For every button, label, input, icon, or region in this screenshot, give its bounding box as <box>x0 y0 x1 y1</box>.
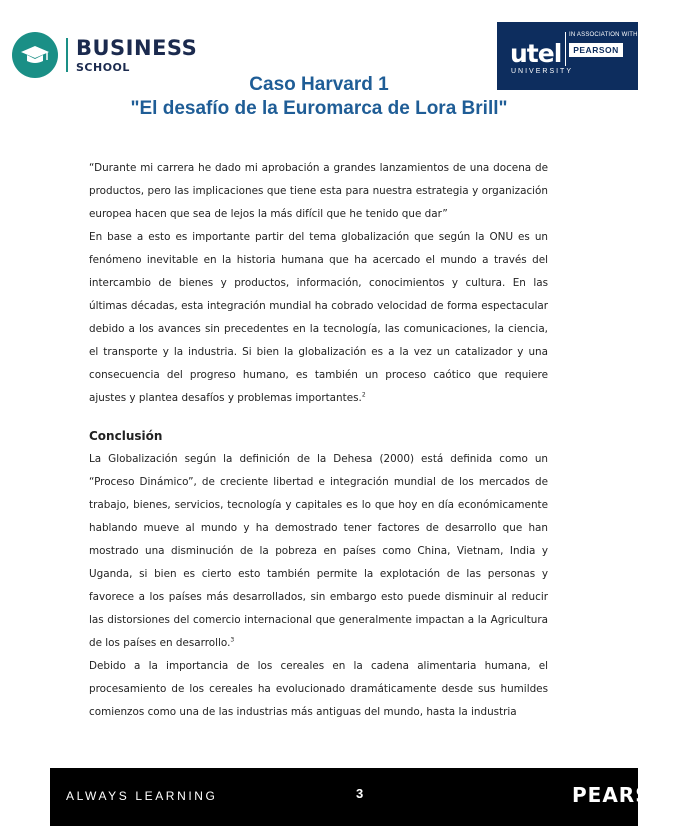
title-line2: "El desafío de la Euromarca de Lora Brill" <box>130 98 508 119</box>
title-line1: Caso Harvard 1 <box>249 74 389 95</box>
footnote-ref: 2 <box>361 391 366 399</box>
utel-subtitle: UNIVERSITY <box>511 68 574 75</box>
pearson-badge: PEARSON <box>569 43 623 57</box>
footnote-ref: 3 <box>230 636 235 644</box>
utel-name: utel <box>510 39 562 68</box>
conclusion-text: La Globalización según la definición de la Dehesa (2000) está definida como un “Proceso Dinámico”, de creciente libertad e integración mundial de los mercados de trabajo, bienes, servicios, tecnología y capitales es lo que hoy en día económicamente hablando mueve al mundo y ha demostrado tener factores de desarrollo que han mostrado una disminución de la pobreza en países como China, Vietnam, India y Uganda, si bien es cierto esto también permite la explotación de las personas y favorece a los países más desarrollados, sin embargo esto puede disminuir al reducir las distorsiones del comercio internacional que generalmente impactan a la Agricultura de los países en desarrollo. <box>89 453 548 649</box>
graduation-cap-icon <box>12 32 58 78</box>
business-school-logo <box>12 32 197 78</box>
utel-divider <box>565 32 566 66</box>
logo-divider <box>66 38 68 72</box>
footer-bar <box>50 768 686 826</box>
logo-line2: SCHOOL <box>76 60 130 74</box>
page-footer <box>50 768 686 826</box>
conclusion-heading: Conclusión <box>89 429 163 443</box>
footer-tagline: ALWAYS LEARNING <box>66 789 218 803</box>
conclusion-paragraph <box>89 448 548 655</box>
document-body <box>89 157 548 724</box>
logo-text <box>76 35 198 74</box>
logo-line1: BUSINESS <box>76 35 198 60</box>
globalization-paragraph <box>89 226 548 410</box>
globalization-text: En base a esto es importante partir del tema globalización que según la ONU es un fenómeno inevitable en la historia humana que ha acercado el mundo a través del intercambio de bienes y productos, información, conocimientos y cultura. En las últimas décadas, esta integración mundial ha cobrado velocidad de forma espectacular debido a los avances sin precedentes en la tecnología, las comunicaciones, la ciencia, el transporte y la industria. Si bien la globalización es a la vez un catalizador y una consecuencia del progreso humano, es también un proceso caótico que requiere ajustes y plantea desafíos y problemas importantes. <box>89 231 548 404</box>
quote-paragraph: “Durante mi carrera he dado mi aprobación a grandes lanzamientos de una docena de productos, pero las implicaciones que tiene esta para nuestra estrategia y organización europea hacen que sea de lejos la más difícil que he tenido que dar” <box>89 162 548 220</box>
cereals-paragraph: Debido a la importancia de los cereales en la cadena alimentaria humana, el procesamiento de los cereales ha evolucionado dramáticamente desde sus humildes comienzos como una de las industrias más antiguas del mundo, hasta la industria <box>89 660 548 718</box>
page-number: 3 <box>356 786 364 801</box>
association-text: IN ASSOCIATION WITH <box>569 32 638 38</box>
footer-brand: PEARSON <box>572 783 686 807</box>
